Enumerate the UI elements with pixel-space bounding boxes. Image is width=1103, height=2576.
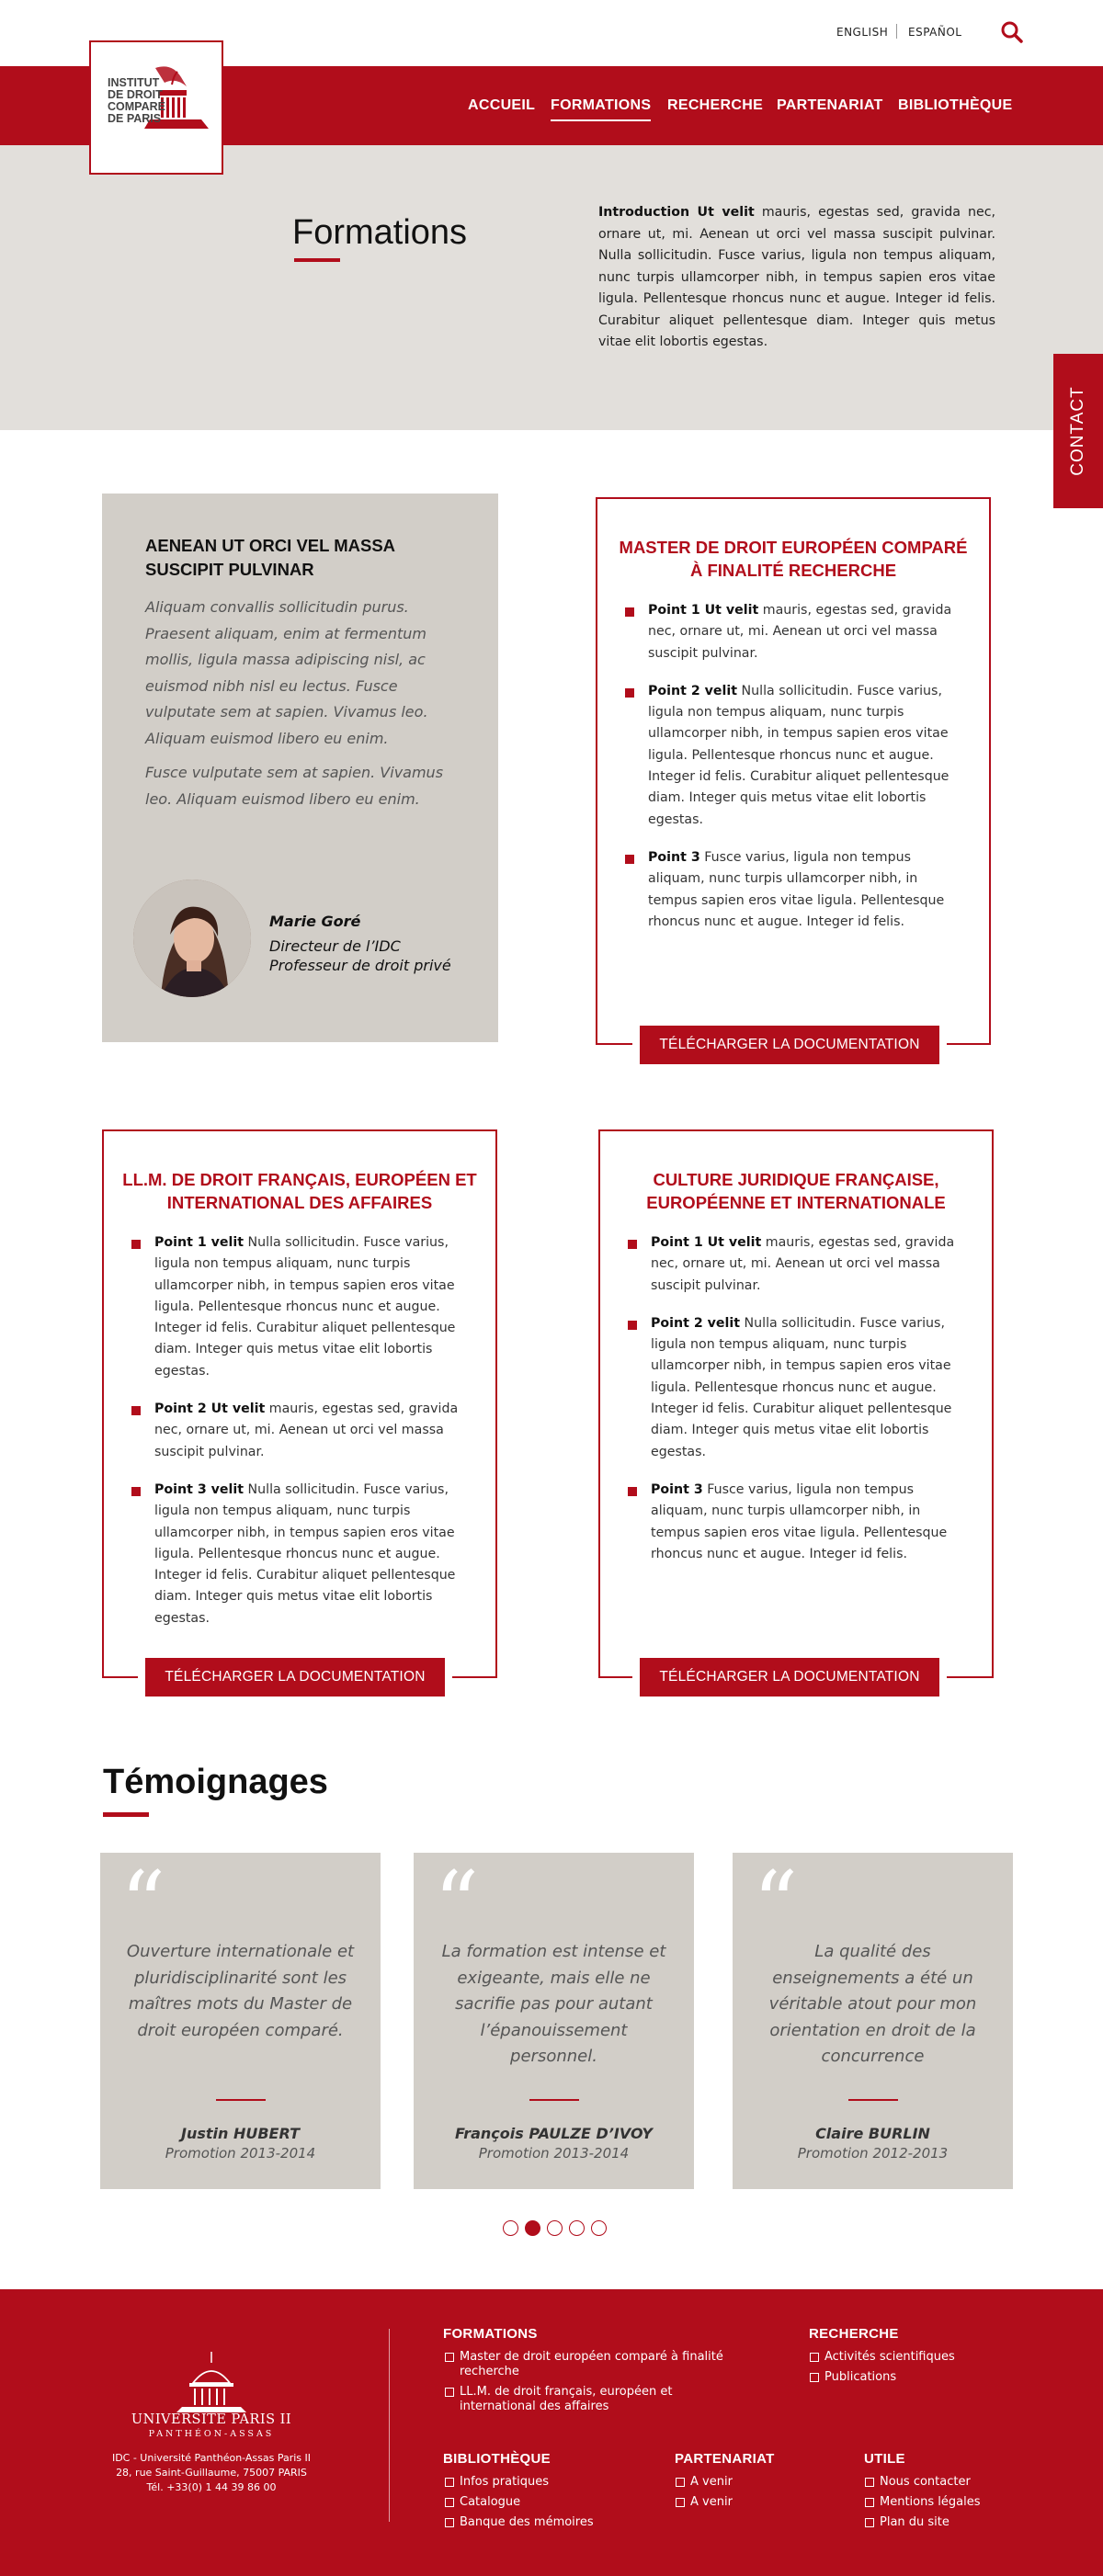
hero-intro: Introduction Ut velit mauris, egestas sed, gravida nec, ornare ut, mi. Aenean ut orci vel massa suscipit pulvinar. Nulla sollicitudin. Fusce varius, ligula non tempus aliquam, nunc turpis ullamcorper nibh, in tempus sapien eros vitae ligula. Pellentesque rhoncus nunc et augue. Integer id felis. Curabitur aliquet pellentesque diam. Integer quis metus vitae elit lobortis egestas. xyxy=(598,205,996,349)
testimonials-title: Témoignages xyxy=(103,1763,328,1801)
carousel-dot[interactable] xyxy=(569,2220,585,2236)
footer-link[interactable]: Banque des mémoires xyxy=(445,2515,647,2530)
university-logo-icon xyxy=(147,2346,276,2457)
download-documentation-button[interactable]: TÉLÉCHARGER LA DOCUMENTATION xyxy=(138,1658,452,1697)
list-item: Point 2 velit Nulla sollicitudin. Fusce varius, ligula non tempus aliquam, nunc turpis ullamcorper nibh, in tempus sapien eros vitae ligula. Pellentesque rhoncus nunc et augue. Integer id felis. Curabitur aliquet pellentesque diam. Integer quis metus vitae elit lobortis egestas. xyxy=(625,681,952,831)
person-role: Directeur de l’IDC Professeur de droit privé xyxy=(269,937,451,974)
nav-partenariat[interactable]: PARTENARIAT xyxy=(777,97,883,113)
page-title: Formations xyxy=(292,213,468,252)
footer-links-utile xyxy=(865,2475,1030,2536)
testimonial-card xyxy=(100,1853,381,2189)
footer-address: IDC - Université Panthéon-Assas Paris II 28, rue Saint-Guillaume, 75007 PARIS Tél. +33(0) 1 44 39 86 00 xyxy=(111,2452,312,2493)
program-card xyxy=(102,1129,497,1678)
testimonial-card xyxy=(414,1853,694,2189)
nav-formations[interactable]: FORMATIONS xyxy=(551,97,652,113)
testimonial-quote: Ouverture internationale et pluridisciplinarité sont les maîtres mots du Master de droit européen comparé. xyxy=(126,1942,355,2040)
list-item: Point 3 Fusce varius, ligula non tempus aliquam, nunc turpis ullamcorper nibh, in tempus sapien eros vitae ligula. Pellentesque rhoncus nunc et augue. Integer id felis. xyxy=(628,1480,955,1565)
carousel-dot[interactable] xyxy=(547,2220,563,2236)
carousel-dot[interactable] xyxy=(525,2220,540,2236)
footer-link[interactable]: Master de droit européen comparé à finalité recherche xyxy=(445,2350,748,2379)
university-name: UNIVERSITÉ PARIS II xyxy=(131,2412,292,2427)
hero-section xyxy=(0,145,1103,430)
quote-paragraph: Fusce vulputate sem at sapien. Vivamus leo. Aliquam euismod libero eu enim. xyxy=(145,764,444,808)
testimonial-promotion: Promotion 2012-2013 xyxy=(797,2145,949,2162)
testimonial-quote: La qualité des enseignements a été un véritable atout pour mon orientation en droit de la concurrence xyxy=(768,1942,977,2066)
list-item: Point 3 Fusce varius, ligula non tempus aliquam, nunc turpis ullamcorper nibh, in tempus sapien eros vitae ligula. Pellentesque rhoncus nunc et augue. Integer id felis. xyxy=(625,847,952,933)
divider xyxy=(216,2099,266,2101)
download-documentation-button[interactable]: TÉLÉCHARGER LA DOCUMENTATION xyxy=(632,1658,947,1697)
nav-recherche[interactable]: RECHERCHE xyxy=(667,97,764,113)
program-points xyxy=(628,1232,955,1582)
program-card xyxy=(598,1129,994,1678)
testimonial-quote: La formation est intense et exigeante, mais elle ne sacrifie pas pour autant l’épanouissement personnel. xyxy=(441,1942,666,2066)
language-english-link[interactable]: ENGLISH xyxy=(836,26,889,39)
testimonial-card xyxy=(733,1853,1013,2189)
footer-links-bibliotheque xyxy=(445,2475,647,2536)
title-underline xyxy=(294,258,340,262)
testimonial-promotion: Promotion 2013-2014 xyxy=(165,2145,316,2162)
program-title: LL.M. DE DROIT FRANÇAIS, EUROPÉEN ET INTERNATIONAL DES AFFAIRES xyxy=(122,1170,477,1212)
program-title: MASTER DE DROIT EUROPÉEN COMPARÉ À FINALITÉ RECHERCHE xyxy=(619,538,968,580)
carousel-dots xyxy=(503,2220,607,2236)
quote-mark-icon: “ xyxy=(434,1853,480,1956)
footer-divider xyxy=(389,2329,390,2522)
director-quote-panel xyxy=(102,494,498,1042)
title-underline xyxy=(103,1812,149,1817)
quote-mark-icon: “ xyxy=(753,1853,799,1956)
footer-link[interactable]: Nous contacter xyxy=(865,2475,1030,2490)
footer-heading-formations[interactable]: FORMATIONS xyxy=(443,2326,538,2342)
footer-heading-partenariat[interactable]: PARTENARIAT xyxy=(675,2451,775,2467)
list-item: Point 1 Ut velit mauris, egestas sed, gravida nec, ornare ut, mi. Aenean ut orci vel massa suscipit pulvinar. xyxy=(625,600,952,664)
footer-link[interactable]: Activités scientifiques xyxy=(810,2350,1030,2365)
testimonial-author: Justin HUBERT xyxy=(181,2125,300,2142)
logo-text: INSTITUT DE DROIT COMPARÉ DE PARIS xyxy=(108,76,165,125)
carousel-dot[interactable] xyxy=(591,2220,607,2236)
program-card xyxy=(596,497,991,1045)
footer-link[interactable]: Plan du site xyxy=(865,2515,1030,2530)
language-separator xyxy=(896,24,897,39)
footer-link[interactable]: Publications xyxy=(810,2370,1030,2385)
footer-heading-bibliotheque[interactable]: BIBLIOTHÈQUE xyxy=(443,2451,551,2467)
footer-links-partenariat xyxy=(676,2475,813,2515)
footer-link[interactable]: Mentions légales xyxy=(865,2495,1030,2510)
footer-heading-recherche[interactable]: RECHERCHE xyxy=(809,2326,899,2342)
avatar xyxy=(133,879,251,997)
person-name: Marie Goré xyxy=(269,913,361,930)
list-item: Point 3 velit Nulla sollicitudin. Fusce varius, ligula non tempus aliquam, nunc turpis ullamcorper nibh, in tempus sapien eros vitae ligula. Pellentesque rhoncus nunc et augue. Integer id felis. Curabitur aliquet pellentesque diam. Integer quis metus vitae elit lobortis egestas. xyxy=(131,1480,459,1629)
site-logo[interactable] xyxy=(89,40,223,175)
search-icon[interactable] xyxy=(1000,20,1024,44)
program-title: CULTURE JURIDIQUE FRANÇAISE, EUROPÉENNE ET INTERNATIONALE xyxy=(646,1170,946,1212)
quote-mark-icon: “ xyxy=(120,1853,166,1956)
site-footer xyxy=(0,2289,1103,2576)
carousel-dot[interactable] xyxy=(503,2220,518,2236)
language-spanish-link[interactable]: ESPAÑOL xyxy=(908,26,962,39)
testimonial-promotion: Promotion 2013-2014 xyxy=(478,2145,630,2162)
nav-bibliotheque[interactable]: BIBLIOTHÈQUE xyxy=(898,97,1013,113)
list-item: Point 1 velit Nulla sollicitudin. Fusce varius, ligula non tempus aliquam, nunc turpis ullamcorper nibh, in tempus sapien eros vitae ligula. Pellentesque rhoncus nunc et augue. Integer id felis. Curabitur aliquet pellentesque diam. Integer quis metus vitae elit lobortis egestas. xyxy=(131,1232,459,1382)
footer-links-formations xyxy=(445,2350,748,2420)
footer-link[interactable]: LL.M. de droit français, européen et international des affaires xyxy=(445,2385,748,2414)
footer-links-recherche xyxy=(810,2350,1030,2390)
logo-mark xyxy=(98,50,214,165)
footer-link[interactable]: Catalogue xyxy=(445,2495,647,2510)
testimonial-author: François PAULZE D’IVOY xyxy=(455,2125,653,2142)
quote-paragraph: Aliquam convallis sollicitudin purus. Praesent aliquam, enim at fermentum mollis, ligula massa adipiscing nisl, ac euismod nibh nisl eu lectus. Fusce vulputate sem at sapien. Vivamus leo. Aliquam euismod libero eu enim. xyxy=(145,598,428,747)
footer-link[interactable]: A venir xyxy=(676,2475,813,2490)
program-points xyxy=(131,1232,459,1646)
program-points xyxy=(625,600,952,949)
footer-link[interactable]: A venir xyxy=(676,2495,813,2510)
quote-panel-heading: AENEAN UT ORCI VEL MASSA SUSCIPIT PULVINAR xyxy=(145,536,395,579)
footer-heading-utile[interactable]: UTILE xyxy=(864,2451,905,2467)
testimonial-author: Claire BURLIN xyxy=(815,2125,930,2142)
nav-accueil[interactable]: ACCUEIL xyxy=(468,97,536,113)
download-documentation-button[interactable]: TÉLÉCHARGER LA DOCUMENTATION xyxy=(632,1026,947,1064)
divider xyxy=(529,2099,579,2101)
list-item: Point 2 velit Nulla sollicitudin. Fusce varius, ligula non tempus aliquam, nunc turpis ullamcorper nibh, in tempus sapien eros vitae ligula. Pellentesque rhoncus nunc et augue. Integer id felis. Curabitur aliquet pellentesque diam. Integer quis metus vitae elit lobortis egestas. xyxy=(628,1313,955,1463)
list-item: Point 1 Ut velit mauris, egestas sed, gravida nec, ornare ut, mi. Aenean ut orci vel massa suscipit pulvinar. xyxy=(628,1232,955,1297)
divider xyxy=(848,2099,898,2101)
list-item: Point 2 Ut velit mauris, egestas sed, gravida nec, ornare ut, mi. Aenean ut orci vel massa suscipit pulvinar. xyxy=(131,1399,459,1463)
university-subtitle: PANTHÉON-ASSAS xyxy=(148,2429,275,2439)
contact-tab[interactable]: CONTACT xyxy=(1053,354,1103,508)
footer-link[interactable]: Infos pratiques xyxy=(445,2475,647,2490)
